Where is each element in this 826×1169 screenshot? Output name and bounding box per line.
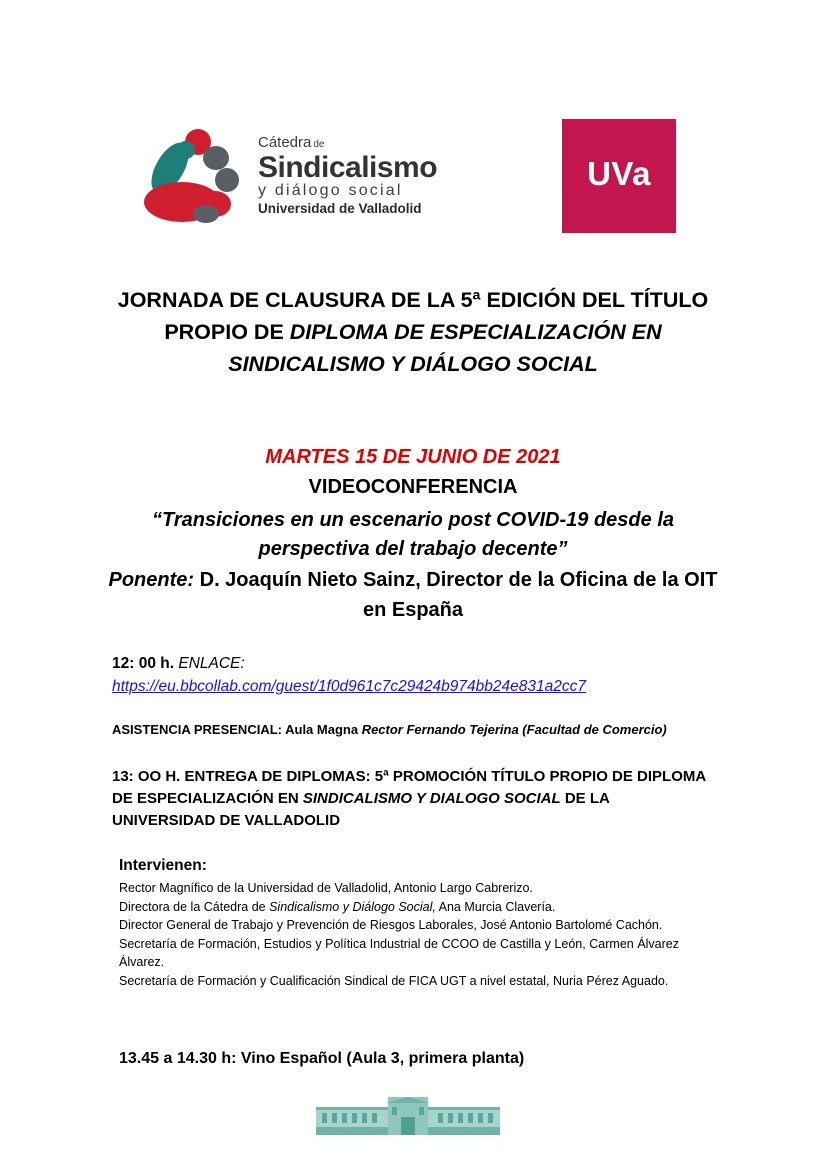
schedule-videoconference <box>112 652 586 698</box>
page-title <box>100 284 726 380</box>
intervienen-heading: Intervienen: <box>119 857 207 874</box>
entrega-text-italic: SINDICALISMO Y DIALOGO SOCIAL <box>302 790 561 807</box>
logo-line-universidad: Universidad de Valladolid <box>258 201 422 216</box>
videoconference-link[interactable]: https://eu.bbcollab.com/guest/1f0d961c7c29424b974bb24e831a2cc7 <box>112 678 586 695</box>
catedra-logo-mark-icon <box>120 118 255 230</box>
presencial-place: Aula Magna <box>281 722 362 737</box>
event-date: MARTES 15 DE JUNIO DE 2021 <box>265 446 561 468</box>
list-item: Secretaría de Formación, Estudios y Política Industrial de CCOO de Castilla y León, Carmen Álvarez Álvarez. <box>119 936 679 970</box>
link-label: ENLACE: <box>174 655 245 672</box>
uva-logo <box>562 119 676 233</box>
uva-logo-text: UVa <box>587 155 651 192</box>
entrega-text-2: DE LA UNIVERSIDAD DE VALLADOLID <box>112 790 610 829</box>
title-italic: DIPLOMA DE ESPECIALIZACIÓN EN SINDICALISMO Y DIÁLOGO SOCIAL <box>228 320 662 376</box>
time-1200: 12: 00 h. <box>112 655 175 672</box>
talk-title: “Transiciones en un escenario post COVID-19 desde la perspectiva del trabajo decente” <box>151 509 675 560</box>
speaker <box>100 565 726 625</box>
presencial-place-detail: Rector Fernando Tejerina (Facultad de Comercio) <box>361 722 667 737</box>
list-item: Directora de la Cátedra de Sindicalismo y Diálogo Social, Ana Murcia Clavería. <box>119 899 556 914</box>
speaker-name: D. Joaquín Nieto Sainz, Director de la Oficina de la OIT en España <box>194 569 718 621</box>
list-item: Director General de Trabajo y Prevención de Riesgos Laborales, José Antonio Bartolomé Cachón. <box>119 918 663 933</box>
logo-line-dialogo: y diálogo social <box>258 182 403 199</box>
logo-line-catedra: Cátedra de <box>258 134 325 151</box>
catedra-sindicalismo-logo <box>120 118 450 230</box>
presencial-label: ASISTENCIA PRESENCIAL: <box>112 722 282 737</box>
list-item: Rector Magnífico de la Universidad de Valladolid, Antonio Largo Cabrerizo. <box>119 881 533 895</box>
in-person-attendance <box>112 722 667 737</box>
speakers-list <box>119 879 679 991</box>
event-mode: VIDEOCONFERENCIA <box>308 476 518 498</box>
logo-line-sindicalismo: Sindicalismo <box>258 151 438 184</box>
title-main: JORNADA DE CLAUSURA DE LA 5ª EDICIÓN DEL TÍTULO PROPIO DE <box>117 288 709 344</box>
list-item: Secretaría de Formación y Cualificación Sindical de FICA UGT a nivel estatal, Nuria Pérez Aguado. <box>119 973 669 988</box>
diploma-ceremony <box>112 766 712 832</box>
faculty-building-icon <box>316 1097 500 1135</box>
closing-reception: 13.45 a 14.30 h: Vino Español (Aula 3, primera planta) <box>119 1050 525 1067</box>
speaker-label: Ponente: <box>108 569 195 591</box>
entrega-text-1: 13: OO H. ENTREGA DE DIPLOMAS: 5ª PROMOCIÓN TÍTULO PROPIO DE DIPLOMA DE ESPECIALIZACIÓN EN <box>112 768 706 807</box>
